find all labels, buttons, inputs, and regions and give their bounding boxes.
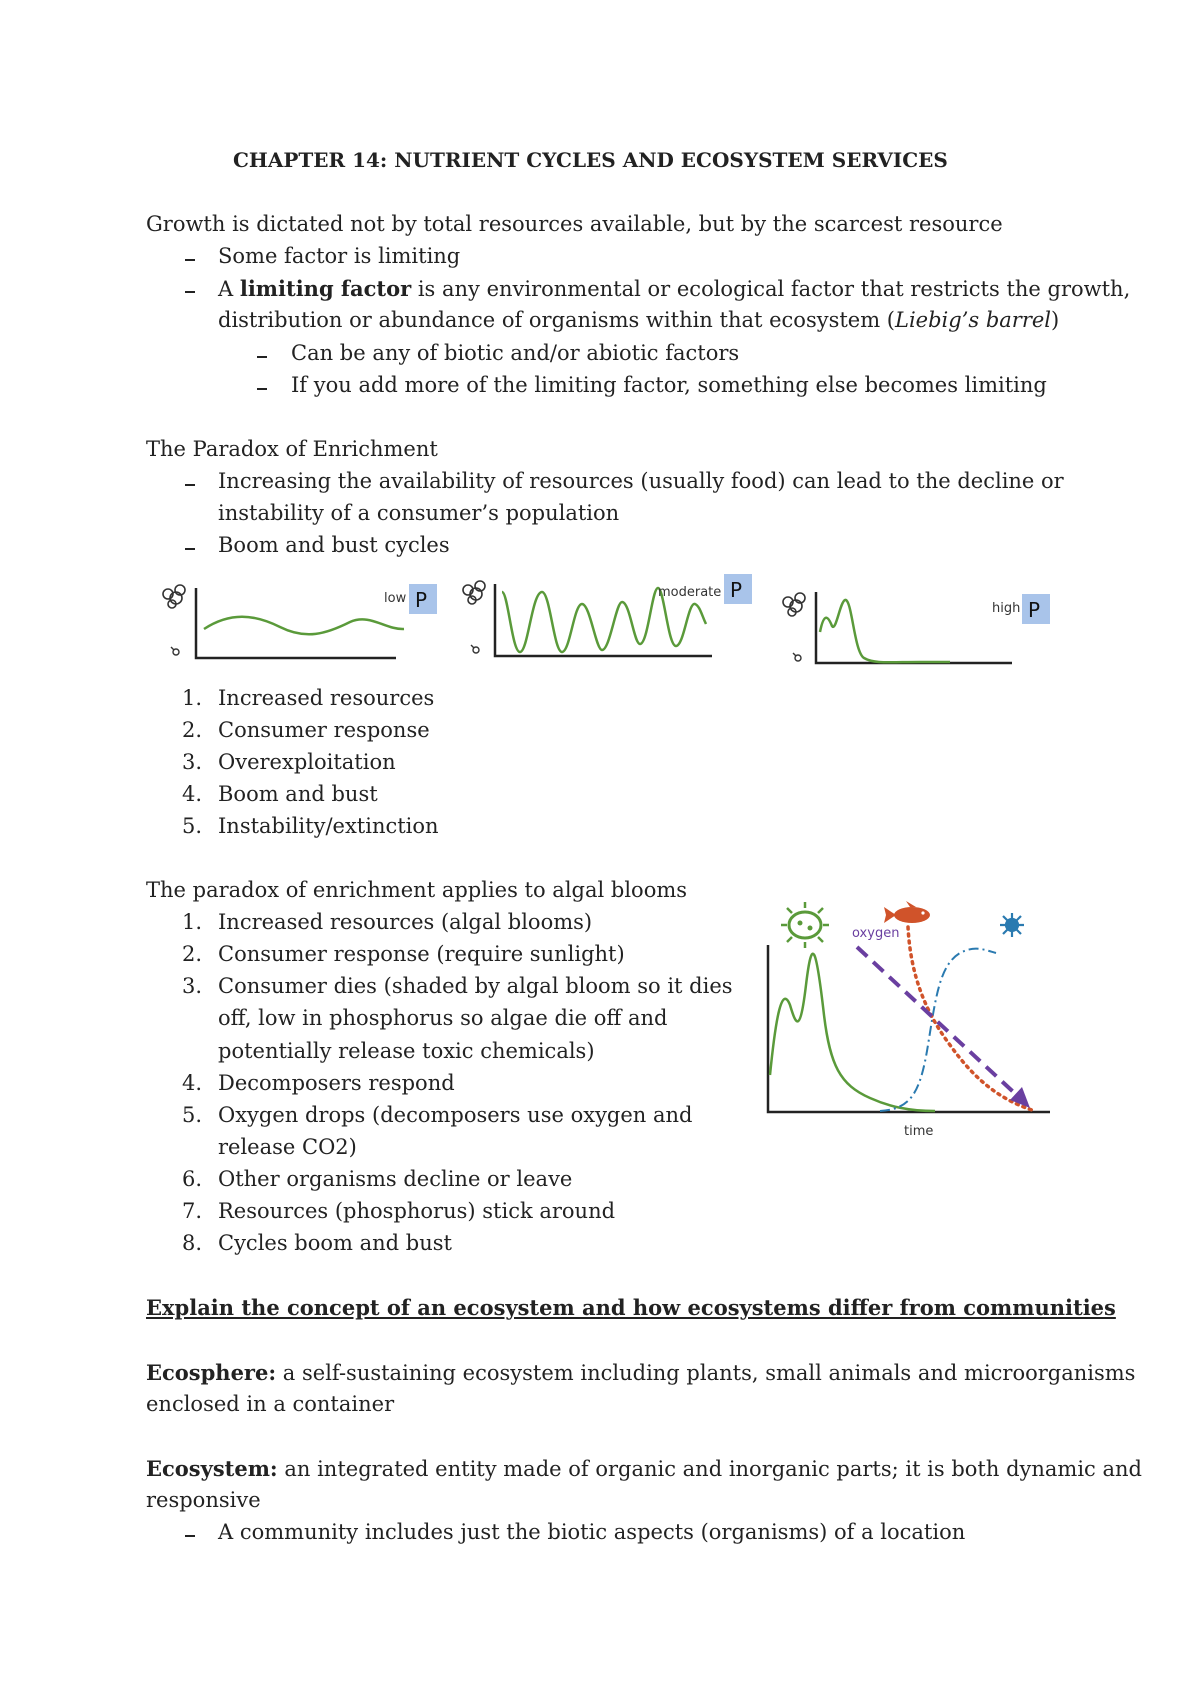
decomposer-icon xyxy=(1000,913,1024,937)
panel-moderate xyxy=(463,574,752,656)
time-label: time xyxy=(904,1124,934,1139)
consumer-icon xyxy=(163,585,185,608)
list-item: Cycles boom and bust xyxy=(218,1231,452,1255)
list-number: 5. xyxy=(182,814,203,838)
enrichment-figure xyxy=(150,572,1060,672)
list-number: 4. xyxy=(182,782,203,806)
list-item-continuation: potentially release toxic chemicals) xyxy=(218,1039,595,1063)
list-number: 1. xyxy=(182,686,203,710)
ecosphere-term: Ecosphere: xyxy=(146,1360,277,1385)
paradox-bullet-1-line-2: instability of a consumer’s population xyxy=(218,501,620,525)
ecosphere-definition-line-2: enclosed in a container xyxy=(146,1392,395,1416)
paradox-bullet-1: Increasing the availability of resources (usually food) can lead to the decline or xyxy=(218,469,1064,493)
phosphorus-badge-text: P xyxy=(730,578,743,602)
list-number: 2. xyxy=(182,718,203,742)
ecosystem-definition xyxy=(146,1458,1142,1480)
panel-high xyxy=(783,592,1050,663)
population-line-low xyxy=(204,617,404,635)
community-bullet: A community includes just the biotic aspects (organisms) of a location xyxy=(218,1520,966,1544)
bullet-dash xyxy=(185,548,195,550)
algal-bloom-figure xyxy=(760,895,1070,1140)
list-number: 4. xyxy=(182,1071,203,1095)
list-item-continuation: release CO2) xyxy=(218,1135,357,1159)
list-item: Boom and bust xyxy=(218,782,378,806)
list-number: 7. xyxy=(182,1199,203,1223)
paradox-heading: The Paradox of Enrichment xyxy=(146,437,438,461)
intro-bullet-2-line-2-post: ) xyxy=(1051,308,1060,332)
intro-sub-bullet-1: Can be any of biotic and/or abiotic factors xyxy=(291,341,740,365)
ecosystem-definition-text: an integrated entity made of organic and inorganic parts; it is both dynamic and xyxy=(277,1457,1142,1481)
phosphorus-badge-text: P xyxy=(1028,598,1041,622)
list-item: Consumer response (require sunlight) xyxy=(218,942,625,966)
intro-bullet-2 xyxy=(218,278,1130,300)
list-item: Increased resources xyxy=(218,686,435,710)
list-item: Consumer response xyxy=(218,718,430,742)
population-line-high xyxy=(820,600,950,662)
list-item: Resources (phosphorus) stick around xyxy=(218,1199,616,1223)
algal-heading: The paradox of enrichment applies to algal blooms xyxy=(146,878,688,902)
intro-bullet-2-line-2-pre: distribution or abundance of organisms within that ecosystem ( xyxy=(218,308,896,332)
oxygen-arrow xyxy=(857,947,1022,1100)
page-title: CHAPTER 14: NUTRIENT CYCLES AND ECOSYSTEM SERVICES xyxy=(233,148,948,172)
panel-low xyxy=(163,584,437,658)
intro-bullet-2-line-2 xyxy=(218,310,1059,331)
list-item: Increased resources (algal blooms) xyxy=(218,910,593,934)
algae-icon xyxy=(781,902,829,948)
intro-sub-bullet-2: If you add more of the limiting factor, something else becomes limiting xyxy=(291,373,1047,397)
consumer-icon xyxy=(783,593,805,616)
fish-icon xyxy=(884,901,930,923)
list-number: 1. xyxy=(182,910,203,934)
ecosystem-term: Ecosystem: xyxy=(146,1456,278,1481)
ecosystem-heading: Explain the concept of an ecosystem and how ecosystems differ from communities xyxy=(146,1295,1116,1320)
list-item: Decomposers respond xyxy=(218,1071,455,1095)
intro-bullet-1: Some factor is limiting xyxy=(218,244,461,268)
resource-icon xyxy=(793,653,801,661)
list-number: 3. xyxy=(182,974,203,998)
resource-icon xyxy=(171,647,179,655)
panel-label-low: low xyxy=(384,591,407,606)
intro-bullet-2-pre: A xyxy=(218,277,240,301)
intro-bullet-2-post: is any environmental or ecological factor that restricts the growth, xyxy=(411,277,1131,301)
oxygen-label: oxygen xyxy=(852,926,900,941)
bullet-dash xyxy=(185,259,195,261)
list-number: 5. xyxy=(182,1103,203,1127)
algae-curve xyxy=(770,954,935,1111)
panel-label-high: high xyxy=(992,601,1021,616)
ecosphere-definition xyxy=(146,1362,1135,1384)
panel-label-moderate: moderate xyxy=(658,585,722,600)
list-number: 3. xyxy=(182,750,203,774)
bullet-dash xyxy=(185,484,195,486)
bullet-dash xyxy=(185,291,195,293)
axis xyxy=(816,592,1012,663)
ecosystem-definition-line-2: responsive xyxy=(146,1488,261,1512)
paradox-bullet-2: Boom and bust cycles xyxy=(218,533,450,557)
list-item: Other organisms decline or leave xyxy=(218,1167,573,1191)
limiting-factor-term: limiting factor xyxy=(239,276,412,301)
list-number: 6. xyxy=(182,1167,203,1191)
list-item-continuation: off, low in phosphorus so algae die off and xyxy=(218,1006,668,1030)
list-number: 2. xyxy=(182,942,203,966)
list-item: Oxygen drops (decomposers use oxygen and xyxy=(218,1103,693,1127)
list-item: Overexploitation xyxy=(218,750,396,774)
liebigs-barrel: Liebig’s barrel xyxy=(895,308,1052,332)
fish-curve xyxy=(908,927,1035,1111)
list-item: Instability/extinction xyxy=(218,814,439,838)
intro-line: Growth is dictated not by total resources available, but by the scarcest resource xyxy=(146,212,1003,236)
bullet-dash xyxy=(257,356,267,358)
consumer-icon xyxy=(463,581,485,604)
bullet-dash xyxy=(185,1535,195,1537)
resource-icon xyxy=(471,645,479,653)
ecosphere-definition-text: a self-sustaining ecosystem including plants, small animals and microorganisms xyxy=(276,1361,1136,1385)
list-item: Consumer dies (shaded by algal bloom so it dies xyxy=(218,974,733,998)
bullet-dash xyxy=(257,388,267,390)
list-number: 8. xyxy=(182,1231,203,1255)
phosphorus-badge-text: P xyxy=(415,588,428,612)
axis xyxy=(196,588,396,658)
